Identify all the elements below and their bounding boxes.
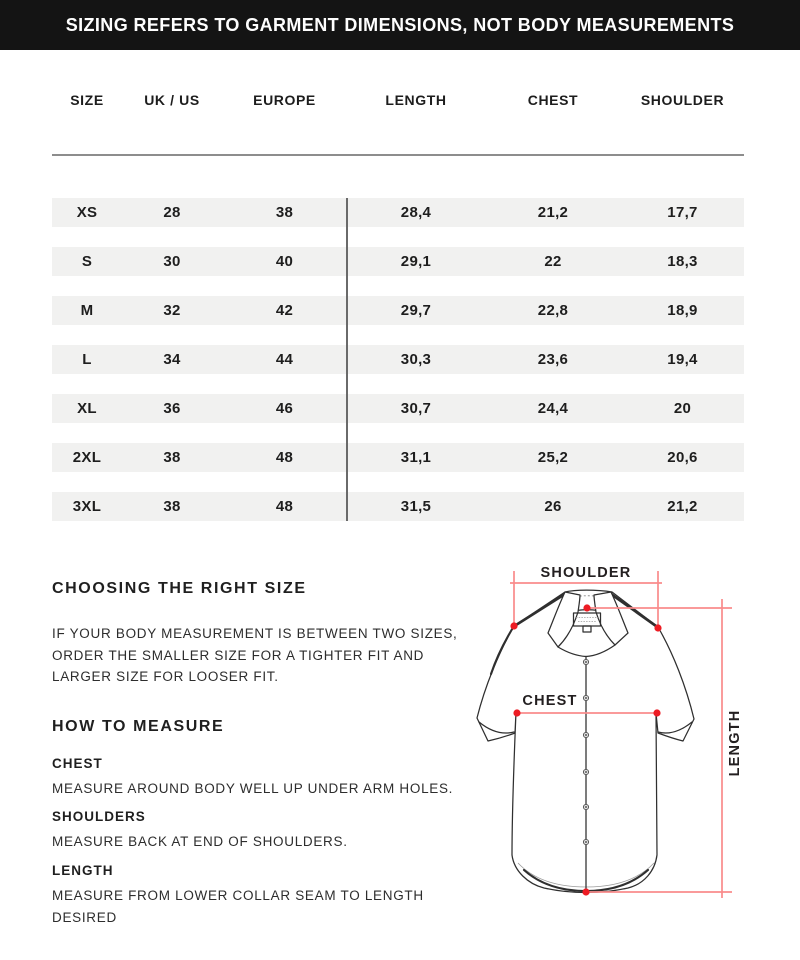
- size-table-body: [52, 198, 744, 541]
- cell-shoulder: 17,7: [667, 204, 698, 221]
- choosing-size-heading: CHOOSING THE RIGHT SIZE: [52, 580, 307, 597]
- cell-ukus: 28: [163, 204, 181, 221]
- how-to-measure-heading: HOW TO MEASURE: [52, 718, 225, 735]
- button: [583, 769, 588, 774]
- cell-shoulder: 18,9: [667, 302, 698, 319]
- table-row-m: [52, 296, 744, 325]
- paragraph-line: ORDER THE SMALLER SIZE FOR A TIGHTER FIT AND: [52, 647, 425, 663]
- paragraph-line: IF YOUR BODY MEASUREMENT IS BETWEEN TWO SIZES,: [52, 626, 458, 641]
- measure-shoulders-description: MEASURE BACK AT END OF SHOULDERS.: [52, 834, 348, 849]
- cell-length: 31,1: [400, 449, 432, 466]
- cell-length: 28,4: [400, 204, 432, 221]
- cell-chest: 26: [544, 498, 562, 515]
- measure-chest-label: CHEST: [52, 756, 103, 771]
- cell-size: 2XL: [72, 449, 102, 466]
- cell-europe: 38: [275, 204, 294, 221]
- cell-europe: 46: [275, 400, 294, 417]
- diagram-chest-label: CHEST: [522, 693, 578, 709]
- cell-ukus: 38: [163, 498, 181, 515]
- cell-ukus: 38: [163, 449, 181, 466]
- cell-chest: 24,4: [537, 400, 569, 417]
- shirt-illustration: [440, 555, 800, 960]
- column-header-europe: EUROPE: [253, 92, 316, 108]
- cell-length: 31,5: [400, 498, 432, 515]
- diagram-length-label: LENGTH: [727, 709, 743, 777]
- table-row-3xl: [52, 492, 744, 521]
- shoulder-dot-right: [654, 624, 661, 631]
- cell-size: XL: [77, 400, 97, 417]
- cell-shoulder: 18,3: [667, 253, 698, 270]
- size-table-header-row: [52, 92, 744, 108]
- description-line: DESIRED: [52, 909, 117, 925]
- table-row-xl: [52, 394, 744, 423]
- cell-chest: 23,6: [537, 351, 569, 368]
- table-row-xs: [52, 198, 744, 227]
- button: [583, 732, 588, 737]
- cell-europe: 44: [275, 351, 294, 368]
- cell-europe: 48: [275, 449, 294, 466]
- column-header-ukus: UK / US: [144, 92, 200, 108]
- hem-dot: [582, 888, 589, 895]
- column-header-length: LENGTH: [385, 92, 447, 108]
- cell-size: M: [80, 302, 94, 319]
- cell-ukus: 34: [163, 351, 181, 368]
- cell-size: 3XL: [72, 498, 102, 515]
- table-row-l: [52, 345, 744, 374]
- measure-length-label: LENGTH: [52, 863, 114, 878]
- cell-length: 29,7: [400, 302, 432, 319]
- cell-ukus: 30: [163, 253, 181, 270]
- chest-dot-right: [653, 709, 660, 716]
- table-row-s: [52, 247, 744, 276]
- cell-length: 30,7: [400, 400, 432, 417]
- cell-ukus: 32: [163, 302, 181, 319]
- column-header-chest: CHEST: [527, 92, 579, 108]
- cell-size: XS: [76, 204, 98, 221]
- button: [583, 839, 588, 844]
- cell-shoulder: 19,4: [667, 351, 698, 368]
- cell-length: 29,1: [400, 253, 432, 270]
- shoulder-dot-left: [510, 622, 517, 629]
- measure-length-description: [52, 885, 424, 928]
- measure-shoulders-label: SHOULDERS: [52, 809, 146, 824]
- description-line: MEASURE FROM LOWER COLLAR SEAM TO LENGTH: [52, 888, 424, 903]
- button: [583, 695, 588, 700]
- disclaimer-banner: [0, 0, 800, 50]
- cell-europe: 42: [275, 302, 294, 319]
- column-header-shoulder: SHOULDER: [640, 92, 725, 108]
- cell-chest: 25,2: [537, 449, 569, 466]
- table-row-2xl: [52, 443, 744, 472]
- cell-europe: 40: [275, 253, 294, 270]
- header-divider-rule: [52, 154, 744, 156]
- button: [583, 804, 588, 809]
- paragraph-line: LARGER SIZE FOR LOOSER FIT.: [52, 669, 279, 684]
- table-column-divider: [346, 198, 348, 521]
- cell-chest: 22: [544, 253, 562, 270]
- chest-dot-left: [513, 709, 520, 716]
- cell-length: 30,3: [400, 351, 432, 368]
- collar-dot: [583, 604, 590, 611]
- cell-size: L: [82, 351, 92, 368]
- measure-chest-description: MEASURE AROUND BODY WELL UP UNDER ARM HOLES.: [52, 781, 454, 796]
- cell-shoulder: 21,2: [667, 498, 698, 515]
- disclaimer-text: SIZING REFERS TO GARMENT DIMENSIONS, NOT BODY MEASUREMENTS: [65, 14, 735, 35]
- button: [583, 659, 588, 664]
- cell-europe: 48: [275, 498, 294, 515]
- diagram-shoulder-label: SHOULDER: [540, 565, 632, 581]
- cell-shoulder: 20,6: [667, 449, 698, 466]
- column-header-size: SIZE: [70, 92, 104, 108]
- cell-ukus: 36: [163, 400, 181, 417]
- cell-chest: 21,2: [537, 204, 569, 221]
- cell-shoulder: 20: [673, 400, 692, 417]
- shirt-measurement-diagram: [440, 555, 800, 960]
- choosing-size-paragraph: [52, 623, 458, 688]
- cell-chest: 22,8: [537, 302, 569, 319]
- cell-size: S: [81, 253, 93, 270]
